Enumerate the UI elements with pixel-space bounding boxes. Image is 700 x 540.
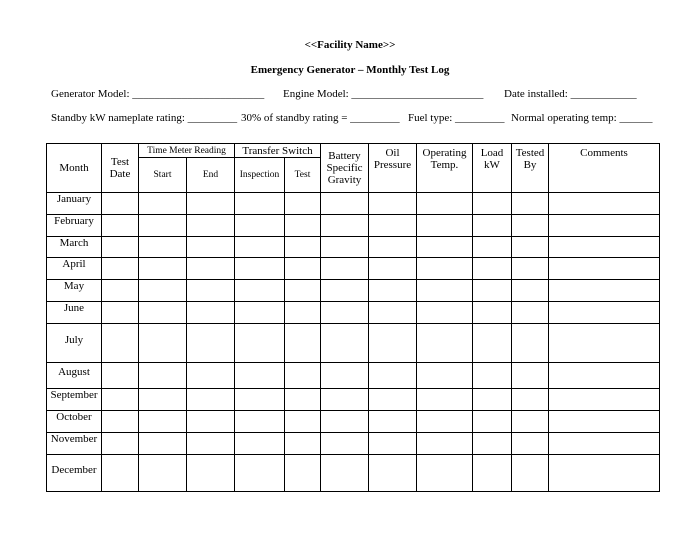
entry-cell[interactable] xyxy=(549,193,660,215)
entry-cell[interactable] xyxy=(321,214,369,236)
table-row xyxy=(47,454,660,491)
entry-cell[interactable] xyxy=(321,258,369,280)
entry-cell[interactable] xyxy=(473,302,512,324)
header-test: Test xyxy=(285,158,321,193)
facility-name: <<Facility Name>> xyxy=(304,39,396,51)
month-cell: April xyxy=(47,258,102,280)
entry-cell[interactable] xyxy=(139,302,187,324)
table-row xyxy=(47,302,660,324)
thirty-percent-field[interactable]: 30% of standby rating = _________ xyxy=(241,112,400,124)
entry-cell[interactable] xyxy=(187,454,235,491)
table-row xyxy=(47,214,660,236)
header-test-date: Test Date xyxy=(102,144,139,193)
table-row xyxy=(47,389,660,411)
entry-cell[interactable] xyxy=(235,214,285,236)
entry-cell[interactable] xyxy=(187,362,235,389)
entry-cell[interactable] xyxy=(139,411,187,433)
date-installed-field[interactable]: Date installed: ____________ xyxy=(504,88,637,100)
entry-cell[interactable] xyxy=(549,302,660,324)
generator-model-field[interactable]: Generator Model: ________________________ xyxy=(51,88,265,100)
month-cell: March xyxy=(47,236,102,258)
entry-cell[interactable] xyxy=(187,280,235,302)
entry-cell[interactable] xyxy=(187,302,235,324)
entry-cell[interactable] xyxy=(417,258,473,280)
month-cell: August xyxy=(47,362,102,389)
entry-cell[interactable] xyxy=(417,389,473,411)
entry-cell[interactable] xyxy=(417,411,473,433)
entry-cell[interactable] xyxy=(369,323,417,362)
entry-cell[interactable] xyxy=(473,214,512,236)
field-row-1 xyxy=(0,88,700,102)
entry-cell[interactable] xyxy=(512,411,549,433)
month-cell: February xyxy=(47,214,102,236)
entry-cell[interactable] xyxy=(235,362,285,389)
entry-cell[interactable] xyxy=(473,411,512,433)
entry-cell[interactable] xyxy=(102,454,139,491)
entry-cell[interactable] xyxy=(369,411,417,433)
entry-cell[interactable] xyxy=(235,302,285,324)
table-row xyxy=(47,258,660,280)
entry-cell[interactable] xyxy=(417,362,473,389)
entry-cell[interactable] xyxy=(285,454,321,491)
table-row xyxy=(47,362,660,389)
entry-cell[interactable] xyxy=(102,193,139,215)
entry-cell[interactable] xyxy=(235,433,285,455)
entry-cell[interactable] xyxy=(512,258,549,280)
table-row xyxy=(47,193,660,215)
table-row xyxy=(47,236,660,258)
month-cell: September xyxy=(47,389,102,411)
header-start: Start xyxy=(139,158,187,193)
table-body xyxy=(47,193,660,492)
entry-cell[interactable] xyxy=(187,433,235,455)
entry-cell[interactable] xyxy=(549,236,660,258)
month-cell: July xyxy=(47,323,102,362)
table-row xyxy=(47,280,660,302)
entry-cell[interactable] xyxy=(235,323,285,362)
entry-cell[interactable] xyxy=(512,454,549,491)
entry-cell[interactable] xyxy=(139,214,187,236)
entry-cell[interactable] xyxy=(139,280,187,302)
entry-cell[interactable] xyxy=(285,323,321,362)
entry-cell[interactable] xyxy=(473,362,512,389)
entry-cell[interactable] xyxy=(512,236,549,258)
month-cell: November xyxy=(47,433,102,455)
entry-cell[interactable] xyxy=(549,258,660,280)
entry-cell[interactable] xyxy=(549,362,660,389)
entry-cell[interactable] xyxy=(187,389,235,411)
entry-cell[interactable] xyxy=(285,362,321,389)
entry-cell[interactable] xyxy=(285,433,321,455)
entry-cell[interactable] xyxy=(285,236,321,258)
entry-cell[interactable] xyxy=(285,280,321,302)
entry-cell[interactable] xyxy=(549,323,660,362)
header-load-kw: Load kW xyxy=(473,144,512,193)
entry-cell[interactable] xyxy=(369,280,417,302)
header-oil-pressure: Oil Pressure xyxy=(369,144,417,193)
entry-cell[interactable] xyxy=(321,280,369,302)
entry-cell[interactable] xyxy=(512,362,549,389)
entry-cell[interactable] xyxy=(417,302,473,324)
entry-cell[interactable] xyxy=(187,411,235,433)
entry-cell[interactable] xyxy=(139,433,187,455)
month-cell: December xyxy=(47,454,102,491)
entry-cell[interactable] xyxy=(139,362,187,389)
entry-cell[interactable] xyxy=(321,193,369,215)
entry-cell[interactable] xyxy=(369,236,417,258)
entry-cell[interactable] xyxy=(235,280,285,302)
entry-cell[interactable] xyxy=(102,362,139,389)
entry-cell[interactable] xyxy=(369,193,417,215)
entry-cell[interactable] xyxy=(285,258,321,280)
entry-cell[interactable] xyxy=(512,280,549,302)
entry-cell[interactable] xyxy=(549,411,660,433)
entry-cell[interactable] xyxy=(235,389,285,411)
entry-cell[interactable] xyxy=(473,193,512,215)
header-tested-by: Tested By xyxy=(512,144,549,193)
entry-cell[interactable] xyxy=(417,323,473,362)
entry-cell[interactable] xyxy=(512,323,549,362)
entry-cell[interactable] xyxy=(235,258,285,280)
header-operating-temp: Operating Temp. xyxy=(417,144,473,193)
entry-cell[interactable] xyxy=(187,236,235,258)
header-month: Month xyxy=(47,144,102,193)
entry-cell[interactable] xyxy=(549,214,660,236)
entry-cell[interactable] xyxy=(285,411,321,433)
entry-cell[interactable] xyxy=(102,323,139,362)
table-row xyxy=(47,323,660,362)
entry-cell[interactable] xyxy=(321,389,369,411)
entry-cell[interactable] xyxy=(512,389,549,411)
entry-cell[interactable] xyxy=(512,214,549,236)
entry-cell[interactable] xyxy=(321,323,369,362)
entry-cell[interactable] xyxy=(473,280,512,302)
entry-cell[interactable] xyxy=(417,454,473,491)
entry-cell[interactable] xyxy=(417,214,473,236)
entry-cell[interactable] xyxy=(235,236,285,258)
standby-kw-field[interactable]: Standby kW nameplate rating: _________ xyxy=(51,112,238,124)
normal-temp-field[interactable]: Normal operating temp: ______ xyxy=(511,112,653,124)
entry-cell[interactable] xyxy=(187,193,235,215)
entry-cell[interactable] xyxy=(285,302,321,324)
entry-cell[interactable] xyxy=(102,302,139,324)
entry-cell[interactable] xyxy=(139,258,187,280)
entry-cell[interactable] xyxy=(321,302,369,324)
document-title: Emergency Generator – Monthly Test Log xyxy=(250,64,450,76)
header-end: End xyxy=(187,158,235,193)
header-inspection: Inspection xyxy=(235,158,285,193)
header-time-meter-reading: Time Meter Reading xyxy=(139,144,235,158)
entry-cell[interactable] xyxy=(285,389,321,411)
entry-cell[interactable] xyxy=(235,454,285,491)
table-header xyxy=(47,144,660,193)
header-comments: Comments xyxy=(549,144,660,193)
entry-cell[interactable] xyxy=(369,454,417,491)
field-row-2 xyxy=(0,112,700,126)
entry-cell[interactable] xyxy=(549,389,660,411)
header-transfer-switch: Transfer Switch xyxy=(235,144,321,158)
entry-cell[interactable] xyxy=(102,411,139,433)
entry-cell[interactable] xyxy=(102,214,139,236)
entry-cell[interactable] xyxy=(369,362,417,389)
month-cell: January xyxy=(47,193,102,215)
entry-cell[interactable] xyxy=(187,323,235,362)
entry-cell[interactable] xyxy=(512,193,549,215)
table-row xyxy=(47,411,660,433)
entry-cell[interactable] xyxy=(235,193,285,215)
entry-cell[interactable] xyxy=(369,302,417,324)
entry-cell[interactable] xyxy=(473,433,512,455)
entry-cell[interactable] xyxy=(235,411,285,433)
entry-cell[interactable] xyxy=(321,411,369,433)
entry-cell[interactable] xyxy=(139,454,187,491)
entry-cell[interactable] xyxy=(187,214,235,236)
entry-cell[interactable] xyxy=(369,433,417,455)
entry-cell[interactable] xyxy=(321,433,369,455)
table-row xyxy=(47,433,660,455)
entry-cell[interactable] xyxy=(417,193,473,215)
month-cell: June xyxy=(47,302,102,324)
entry-cell[interactable] xyxy=(473,389,512,411)
entry-cell[interactable] xyxy=(473,323,512,362)
entry-cell[interactable] xyxy=(139,389,187,411)
entry-cell[interactable] xyxy=(102,280,139,302)
header-battery-specific-gravity: Battery Specific Gravity xyxy=(321,144,369,193)
entry-cell[interactable] xyxy=(417,236,473,258)
entry-cell[interactable] xyxy=(512,302,549,324)
entry-cell[interactable] xyxy=(102,389,139,411)
entry-cell[interactable] xyxy=(102,433,139,455)
entry-cell[interactable] xyxy=(102,258,139,280)
fuel-type-field[interactable]: Fuel type: _________ xyxy=(408,112,505,124)
entry-cell[interactable] xyxy=(139,323,187,362)
entry-cell[interactable] xyxy=(321,454,369,491)
entry-cell[interactable] xyxy=(187,258,235,280)
monthly-test-log-table xyxy=(46,143,660,492)
entry-cell[interactable] xyxy=(473,258,512,280)
month-cell: October xyxy=(47,411,102,433)
engine-model-field[interactable]: Engine Model: ________________________ xyxy=(283,88,484,100)
entry-cell[interactable] xyxy=(549,433,660,455)
entry-cell[interactable] xyxy=(417,280,473,302)
entry-cell[interactable] xyxy=(139,193,187,215)
entry-cell[interactable] xyxy=(139,236,187,258)
entry-cell[interactable] xyxy=(321,362,369,389)
entry-cell[interactable] xyxy=(512,433,549,455)
entry-cell[interactable] xyxy=(285,193,321,215)
entry-cell[interactable] xyxy=(417,433,473,455)
entry-cell[interactable] xyxy=(285,214,321,236)
entry-cell[interactable] xyxy=(321,236,369,258)
entry-cell[interactable] xyxy=(473,236,512,258)
month-cell: May xyxy=(47,280,102,302)
entry-cell[interactable] xyxy=(369,214,417,236)
entry-cell[interactable] xyxy=(102,236,139,258)
entry-cell[interactable] xyxy=(549,280,660,302)
entry-cell[interactable] xyxy=(369,258,417,280)
entry-cell[interactable] xyxy=(369,389,417,411)
entry-cell[interactable] xyxy=(549,454,660,491)
entry-cell[interactable] xyxy=(473,454,512,491)
